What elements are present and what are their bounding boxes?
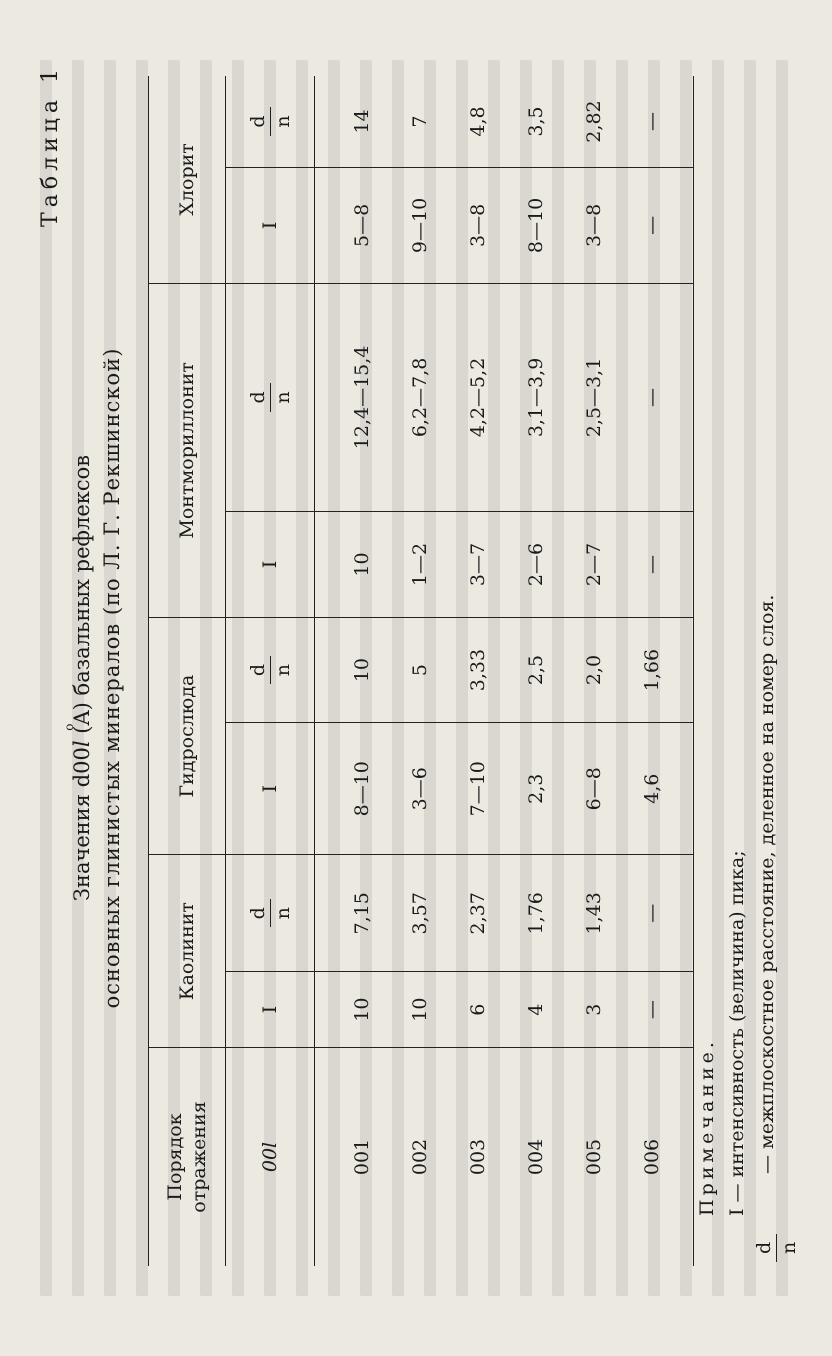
order-cell: 005 (583, 1138, 605, 1176)
col-intensity: I (226, 972, 315, 1048)
table-row (391, 76, 449, 1266)
table-cell: 9—10 (391, 168, 449, 284)
table-cell: 3,1—3,9 (507, 283, 565, 511)
table-row (507, 76, 565, 1266)
table-title (68, 0, 96, 1356)
mineral-header-montmorillonite: Монтмориллонит (149, 283, 226, 617)
table-cell: 3—6 (391, 723, 449, 855)
table-cell: 10 (391, 972, 449, 1048)
notes-heading: Примечание. (696, 1038, 718, 1216)
table-cell: 1,76 (507, 855, 565, 972)
table-cell: 1,43 (565, 855, 623, 972)
title-prefix: Значения (70, 793, 94, 902)
table-cell: 12,4—15,4 (315, 283, 392, 511)
table-cell: 10 (315, 972, 392, 1048)
col-d-over-n: d n (226, 617, 315, 722)
table-cell: 5—8 (315, 168, 392, 284)
order-cell: 001 (351, 1138, 373, 1176)
table-cell: 10 (315, 617, 392, 722)
table-cell: 7 (391, 76, 449, 168)
col-intensity: I (226, 723, 315, 855)
mineral-header-chlorite: Хлорит (149, 76, 226, 283)
table-notes (692, 594, 800, 1254)
note-d-over-n: d n — межплоскостное расстояние, деленное на номер слоя. (752, 595, 782, 1216)
table-label: Таблица 1 (38, 64, 63, 227)
table-cell: — (623, 855, 694, 972)
note-intensity: I — интенсивность (величина) пика; (726, 850, 748, 1216)
table-cell: 2,5—3,1 (565, 283, 623, 511)
table-cell: 2—6 (507, 512, 565, 618)
table-cell: 2,0 (565, 617, 623, 722)
col-intensity: I (226, 512, 315, 618)
mineral-header-hydromica: Гидрослюда (149, 617, 226, 854)
table-cell: 1,66 (623, 617, 694, 722)
table-cell: 4,2—5,2 (449, 283, 507, 511)
table-cell: 3—8 (449, 168, 507, 284)
table-cell: 4,6 (623, 723, 694, 855)
col-d-over-n: d n (226, 283, 315, 511)
table-cell: 3,57 (391, 855, 449, 972)
table-cell: 6,2—7,8 (391, 283, 449, 511)
note-fraction: d n (752, 1234, 801, 1262)
table-cell: 2,3 (507, 723, 565, 855)
table-cell: 1—2 (391, 512, 449, 618)
order-cell: 004 (525, 1138, 547, 1176)
minerals-table (148, 76, 694, 1266)
col-d-over-n: d n (226, 76, 315, 168)
title-suffix: базальных рефлексов (70, 454, 94, 696)
table-cell: — (623, 512, 694, 618)
table-cell: 6 (449, 972, 507, 1048)
table-cell: 2,82 (565, 76, 623, 168)
table-cell: — (623, 76, 694, 168)
order-cell: 006 (623, 1048, 694, 1267)
table-cell: — (623, 168, 694, 284)
table-cell: 3—7 (449, 512, 507, 618)
order-cell: 003 (467, 1138, 489, 1176)
mineral-header-kaolinite: Каолинит (149, 855, 226, 1048)
table-cell: 2—7 (565, 512, 623, 618)
order-subheader: 00l (226, 1048, 315, 1267)
table-cell: 2,5 (507, 617, 565, 722)
order-cell: 002 (409, 1138, 431, 1176)
table-cell: 3 (565, 972, 623, 1048)
order-header: Порядок отражения (149, 1048, 226, 1267)
table-cell: 14 (315, 76, 392, 168)
table-cell: 4 (507, 972, 565, 1048)
table-cell: 4,8 (449, 76, 507, 168)
table-subtitle: основных глинистых минералов (по Л. Г. Рекшинской) (100, 347, 124, 1009)
col-intensity: I (226, 168, 315, 284)
table-row (315, 76, 392, 1266)
table-cell: 3,33 (449, 617, 507, 722)
table-cell: 3—8 (565, 168, 623, 284)
table-row (449, 76, 507, 1266)
table-cell: 8—10 (507, 168, 565, 284)
table-cell: 2,37 (449, 855, 507, 972)
table-cell: 7,15 (315, 855, 392, 972)
table-cell: — (623, 972, 694, 1048)
table-cell: 7—10 (449, 723, 507, 855)
table-row (565, 76, 623, 1266)
table-cell: 8—10 (315, 723, 392, 855)
title-unit: o (A) (68, 702, 96, 734)
title-d-value: d00l (70, 740, 94, 788)
table-cell: — (623, 283, 694, 511)
table-row (623, 76, 694, 1266)
table-cell: 10 (315, 512, 392, 618)
table-cell: 6—8 (565, 723, 623, 855)
table-cell: 5 (391, 617, 449, 722)
col-d-over-n: d n (226, 855, 315, 972)
table-cell: 3,5 (507, 76, 565, 168)
